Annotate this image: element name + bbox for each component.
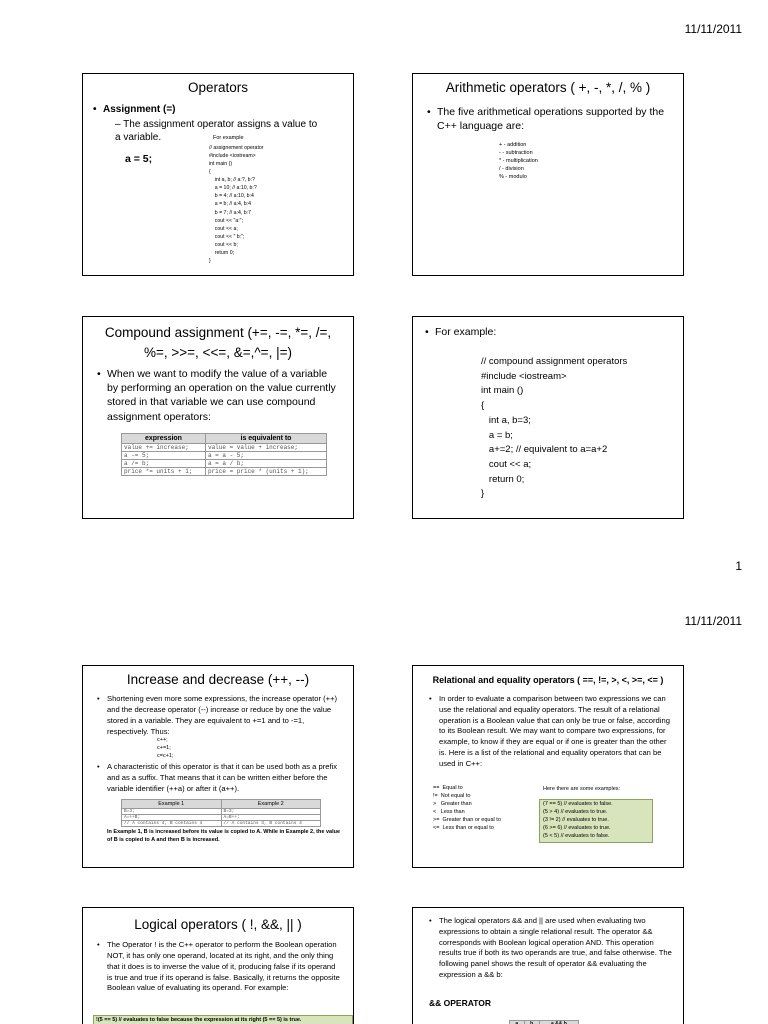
example-note: In Example 1, B is increased before its value is copied to A. While in Example 2, the value of B is copied to A and then B is increased. xyxy=(107,828,341,843)
code-line: a+=2; // equivalent to a=a+2 xyxy=(481,444,608,456)
table-row xyxy=(122,468,327,476)
bullet-text: • The five arithmetical operations supported by the C++ language are: xyxy=(423,105,675,133)
slide-operators xyxy=(82,73,354,276)
example-line: (7 == 5) // evaluates to false. xyxy=(543,801,613,807)
code-line: a = 10; // a:10, b:? xyxy=(209,185,257,192)
slide-title: Operators xyxy=(187,80,249,95)
code-line: { xyxy=(481,400,485,412)
table-header: b xyxy=(524,1021,539,1024)
table-header: expression xyxy=(122,434,206,444)
operator-item: * - multiplication xyxy=(499,157,538,164)
operator-item: <= Less than or equal to xyxy=(433,824,494,831)
bullet-assignment: • Assignment (=) xyxy=(89,103,353,117)
code-line: // assignement operator xyxy=(209,145,264,151)
table-cell: B=3; xyxy=(221,808,321,814)
title-line-1: Compound assignment (+=, -=, *=, /=, xyxy=(104,325,332,340)
example-line: (3 != 2) // evaluates to true. xyxy=(543,816,609,823)
code-line: { xyxy=(209,169,211,176)
table-header: is equivalent to xyxy=(205,434,326,444)
compound-table xyxy=(121,433,327,476)
bullet-text: • The Operator ! is the C++ operator to perform the Boolean operation NOT, it has only one operand, located at its right, and the only thing that it does is to inverse the value of it, producing false if its operand is true and true if its operand is false. Basically, it returns the opposite Boolean value of evaluating its operand. For example: xyxy=(93,940,341,994)
operator-item: == Equal to xyxy=(433,785,463,791)
code-block xyxy=(157,737,353,761)
code-line: int main () xyxy=(209,161,233,168)
code-line: return 0; xyxy=(209,249,235,256)
operator-item: != Not equal to xyxy=(433,792,471,799)
slide-relational xyxy=(412,665,684,868)
example-table xyxy=(121,799,321,827)
slide-and-operator xyxy=(412,907,684,1024)
example-line: (6 >= 6) // evaluates to true. xyxy=(543,824,611,831)
table-cell: a /= b; xyxy=(122,460,206,468)
bullet-text: • A characteristic of this operator is that it can be used both as a prefix and as a suffix. That means that it can be written either before the variable identifier (++a) or after it (a++). xyxy=(93,762,345,794)
page1-date: 11/11/2011 xyxy=(684,22,742,36)
code-line: b = 4; // a:10, b:4 xyxy=(209,193,254,200)
table-cell: a = a / b; xyxy=(205,460,326,468)
table-cell: // A contains 4, B contains 4 xyxy=(122,820,222,826)
table-cell: // A contains 3, B contains 4 xyxy=(221,820,321,826)
code-line: return 0; xyxy=(481,473,525,485)
operator-list xyxy=(499,142,538,182)
operator-item: + - addition xyxy=(499,142,527,148)
example-line: (5 < 5) // evaluates to false. xyxy=(543,832,610,839)
operator-item: >= Greater than or equal to xyxy=(433,816,501,823)
operator-item: - - subtraction xyxy=(499,149,533,156)
example-line: (5 > 4) // evaluates to true. xyxy=(543,808,608,815)
code-line: } xyxy=(481,488,485,500)
slide-title: Increase and decrease (++, --) xyxy=(126,672,310,687)
operator-item: > Greater than xyxy=(433,800,472,807)
table-cell: a -= 5; xyxy=(122,452,206,460)
title-line-2: %=, >>=, <<=, &=,^=, |=) xyxy=(144,344,292,360)
page-number: 1 xyxy=(735,559,742,573)
sub-bullet: – The assignment operator assigns a value to a variable. xyxy=(115,119,318,143)
bullet-text: • In order to evaluate a comparison between two expressions we can use the relational and equality operators. The result of a relational operation is a Boolean value that can only be true or false, according to its Boolean result. We may want to compare two expressions, for example, to know if they are equal or if one is greater than the other is. Here is a list of the relational and equality operators that can be used in C++: xyxy=(425,694,673,769)
slide-title xyxy=(83,323,353,362)
code-line: a = b; xyxy=(481,429,513,441)
code-block xyxy=(209,144,264,265)
operator-item: / - division xyxy=(499,165,524,172)
bullet-text: • For example: xyxy=(421,325,683,339)
code-caption: For example xyxy=(213,135,244,141)
table-cell: a = a - 5; xyxy=(205,452,326,460)
examples-box xyxy=(539,799,653,843)
operator-item: % - modulo xyxy=(499,173,527,180)
table-cell: A=B++; xyxy=(221,814,321,820)
section-heading: && OPERATOR xyxy=(429,998,492,1008)
table-row xyxy=(122,452,327,460)
code-line: c=c+1; xyxy=(157,753,174,760)
operator-list xyxy=(433,785,501,833)
table-header: a && b xyxy=(539,1021,578,1024)
examples-caption: Here there are some examples: xyxy=(543,786,621,792)
code-line: int main () xyxy=(481,385,524,397)
table-header: a xyxy=(510,1021,525,1024)
code-line: a = b; // a:4, b:4 xyxy=(209,201,251,208)
slide-compound-example xyxy=(412,316,684,519)
code-line: // compound assignment operators xyxy=(481,356,628,367)
code-line: cout << a; xyxy=(209,225,238,232)
slide-title: Logical operators ( !, &&, || ) xyxy=(134,917,302,932)
assignment-example: a = 5; xyxy=(125,153,153,165)
code-line: int a, b; // a:?, b:? xyxy=(209,177,255,184)
slide-increase-decrease xyxy=(82,665,354,868)
code-line: #include <iostream> xyxy=(209,153,256,160)
code-line: cout << "a:"; xyxy=(209,217,243,224)
slide-title: Relational and equality operators ( ==, !=, >, <, >=, <= ) xyxy=(432,675,664,685)
slide-compound-assignment xyxy=(82,316,354,519)
code-block xyxy=(481,355,627,502)
code-line: c++; xyxy=(157,737,168,744)
code-line: b = 7; // a:4, b:7 xyxy=(209,209,251,216)
code-line: cout << b; xyxy=(209,241,238,248)
table-cell: value = value + increase; xyxy=(205,444,326,452)
operator-item: < Less than xyxy=(433,808,465,815)
table-row xyxy=(122,444,327,452)
bullet-text: • When we want to modify the value of a variable by performing an operation on the value currently stored in that variable we can use compound assignment operators: xyxy=(93,367,339,424)
table-cell: B=3; xyxy=(122,808,222,814)
code-line: int a, b=3; xyxy=(481,414,531,426)
table-cell: value += increase; xyxy=(122,444,206,452)
bullet-text: • The logical operators && and || are used when evaluating two expressions to obtain a single relational result. The operator && corresponds with Boolean logical operation AND. This operation results true if both its two operands are true, and false otherwise. The following panel shows the result of operator && evaluating the expression a && b: xyxy=(425,916,673,981)
table-row xyxy=(122,820,321,826)
table-cell: price = price * (units + 1); xyxy=(205,468,326,476)
and-table xyxy=(509,1020,579,1024)
table-cell: price *= units + 1; xyxy=(122,468,206,476)
code-line: cout << a; xyxy=(481,459,532,471)
slide-arithmetic xyxy=(412,73,684,276)
table-row xyxy=(122,460,327,468)
code-line: } xyxy=(209,257,211,264)
table-cell: A=++B; xyxy=(122,814,222,820)
table-header: Example 1 xyxy=(122,799,222,808)
bullet-text: • Shortening even more some expressions, the increase operator (++) and the decrease operator (--) increase or reduce by one the value stored in a variable. They are equivalent to +=1 and to -=1, respectively. Thus: xyxy=(93,694,341,737)
table-header: Example 2 xyxy=(221,799,321,808)
slide-logical xyxy=(82,907,354,1024)
slide-title: Arithmetic operators ( +, -, *, /, % ) xyxy=(445,80,651,95)
code-line: c+=1; xyxy=(157,745,171,752)
page2-date: 11/11/2011 xyxy=(684,614,742,628)
code-line: cout << " b:"; xyxy=(209,233,245,240)
example-box: !(5 == 5) // evaluates to false because the expression at its right (5 == 5) is true. xyxy=(93,1015,353,1024)
code-line: #include <iostream> xyxy=(481,370,567,382)
